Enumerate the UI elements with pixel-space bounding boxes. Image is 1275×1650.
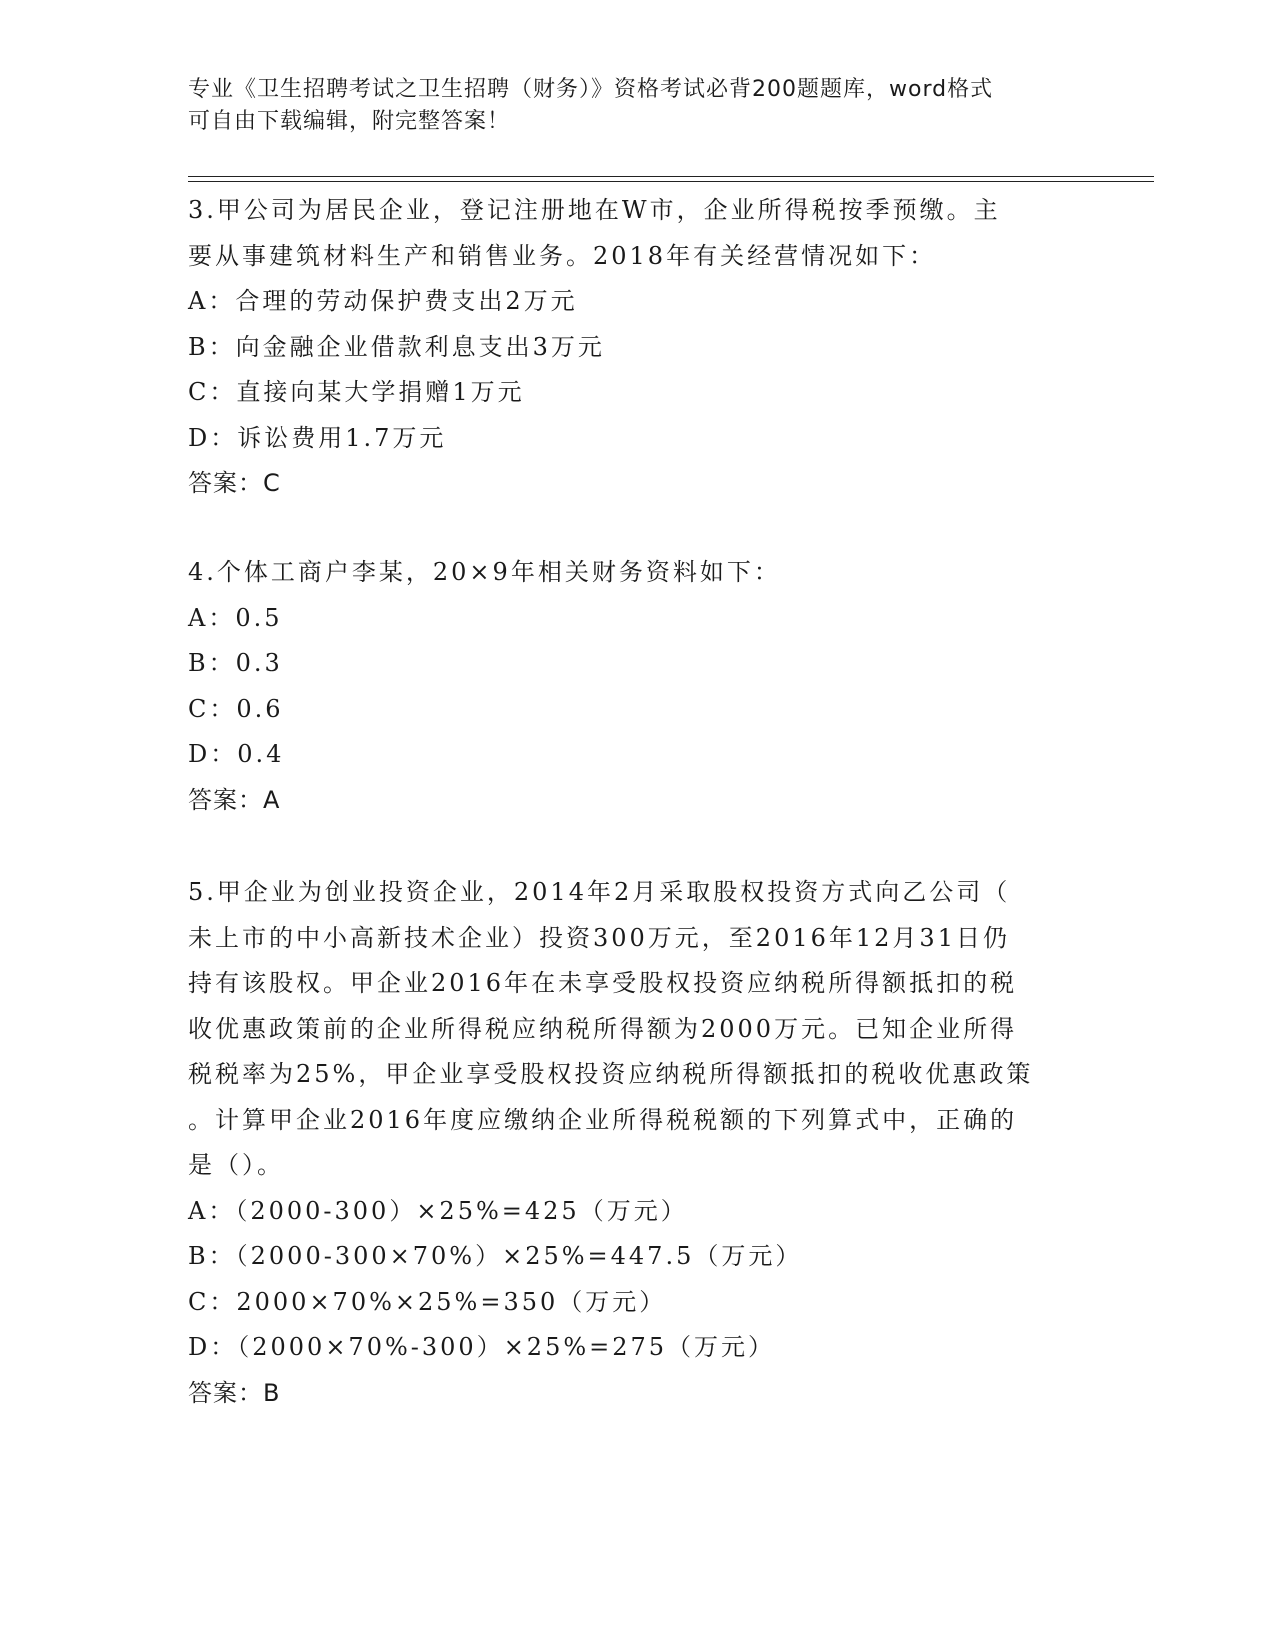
option-a: A：0.5 [188, 603, 283, 632]
option-b: B：向金融企业借款利息支出3万元 [188, 332, 605, 361]
answer-label: 答案：B [188, 1378, 281, 1407]
option-c: C：0.6 [188, 694, 284, 723]
option-b: B：0.3 [188, 649, 283, 677]
option-d: D：0.4 [188, 740, 285, 768]
question-stem-line: 3.甲公司为居民企业，登记注册地在W市，企业所得税按季预缴。主 [188, 196, 1001, 224]
question-stem-line: 。计算甲企业2016年度应缴纳企业所得税税额的下列算式中，正确的 [188, 1105, 1018, 1134]
option-b: B：（2000-300×70%）×25%=447.5（万元） [188, 1242, 803, 1270]
option-d: D：（2000×70%-300）×25%=275（万元） [188, 1333, 776, 1361]
option-d: D：诉讼费用1.7万元 [188, 423, 447, 452]
document-header [188, 74, 1068, 138]
question-stem-line: 是（）。 [188, 1151, 284, 1179]
header-divider-bottom [188, 181, 1154, 182]
question-stem-line: 要从事建筑材料生产和销售业务。2018年有关经营情况如下： [188, 241, 937, 270]
option-c: C：2000×70%×25%=350（万元） [188, 1287, 667, 1316]
question-stem-line: 持有该股权。甲企业2016年在未享受股权投资应纳税所得额抵扣的税 [188, 969, 1018, 997]
question-stem-line: 税税率为25%，甲企业享受股权投资应纳税所得额抵扣的税收优惠政策 [188, 1060, 1034, 1088]
header-title-line-2: 可自由下载编辑，附完整答案！ [188, 109, 511, 134]
question-stem-line: 收优惠政策前的企业所得税应纳税所得额为2000万元。已知企业所得 [188, 1014, 1018, 1043]
answer-label: 答案：C [188, 469, 281, 497]
answer-label: 答案：A [188, 785, 281, 814]
question-stem-line: 5.甲企业为创业投资企业，2014年2月采取股权投资方式向乙公司（ [188, 878, 1011, 906]
question-stem-line: 4.个体工商户李某，20×9年相关财务资料如下： [188, 558, 781, 586]
option-a: A：合理的劳动保护费支出2万元 [188, 287, 578, 315]
option-a: A：（2000-300）×25%=425（万元） [188, 1196, 688, 1225]
header-divider-top [188, 176, 1154, 177]
question-stem-line: 未上市的中小高新技术企业）投资300万元，至2016年12月31日仍 [188, 923, 1010, 952]
option-c: C：直接向某大学捐赠1万元 [188, 378, 525, 406]
question-5 [188, 870, 1088, 1416]
question-3 [188, 188, 1088, 507]
question-4 [188, 550, 1088, 823]
header-title-line-1: 专业《卫生招聘考试之卫生招聘（财务）》资格考试必背200题题库，word格式 [188, 77, 994, 102]
